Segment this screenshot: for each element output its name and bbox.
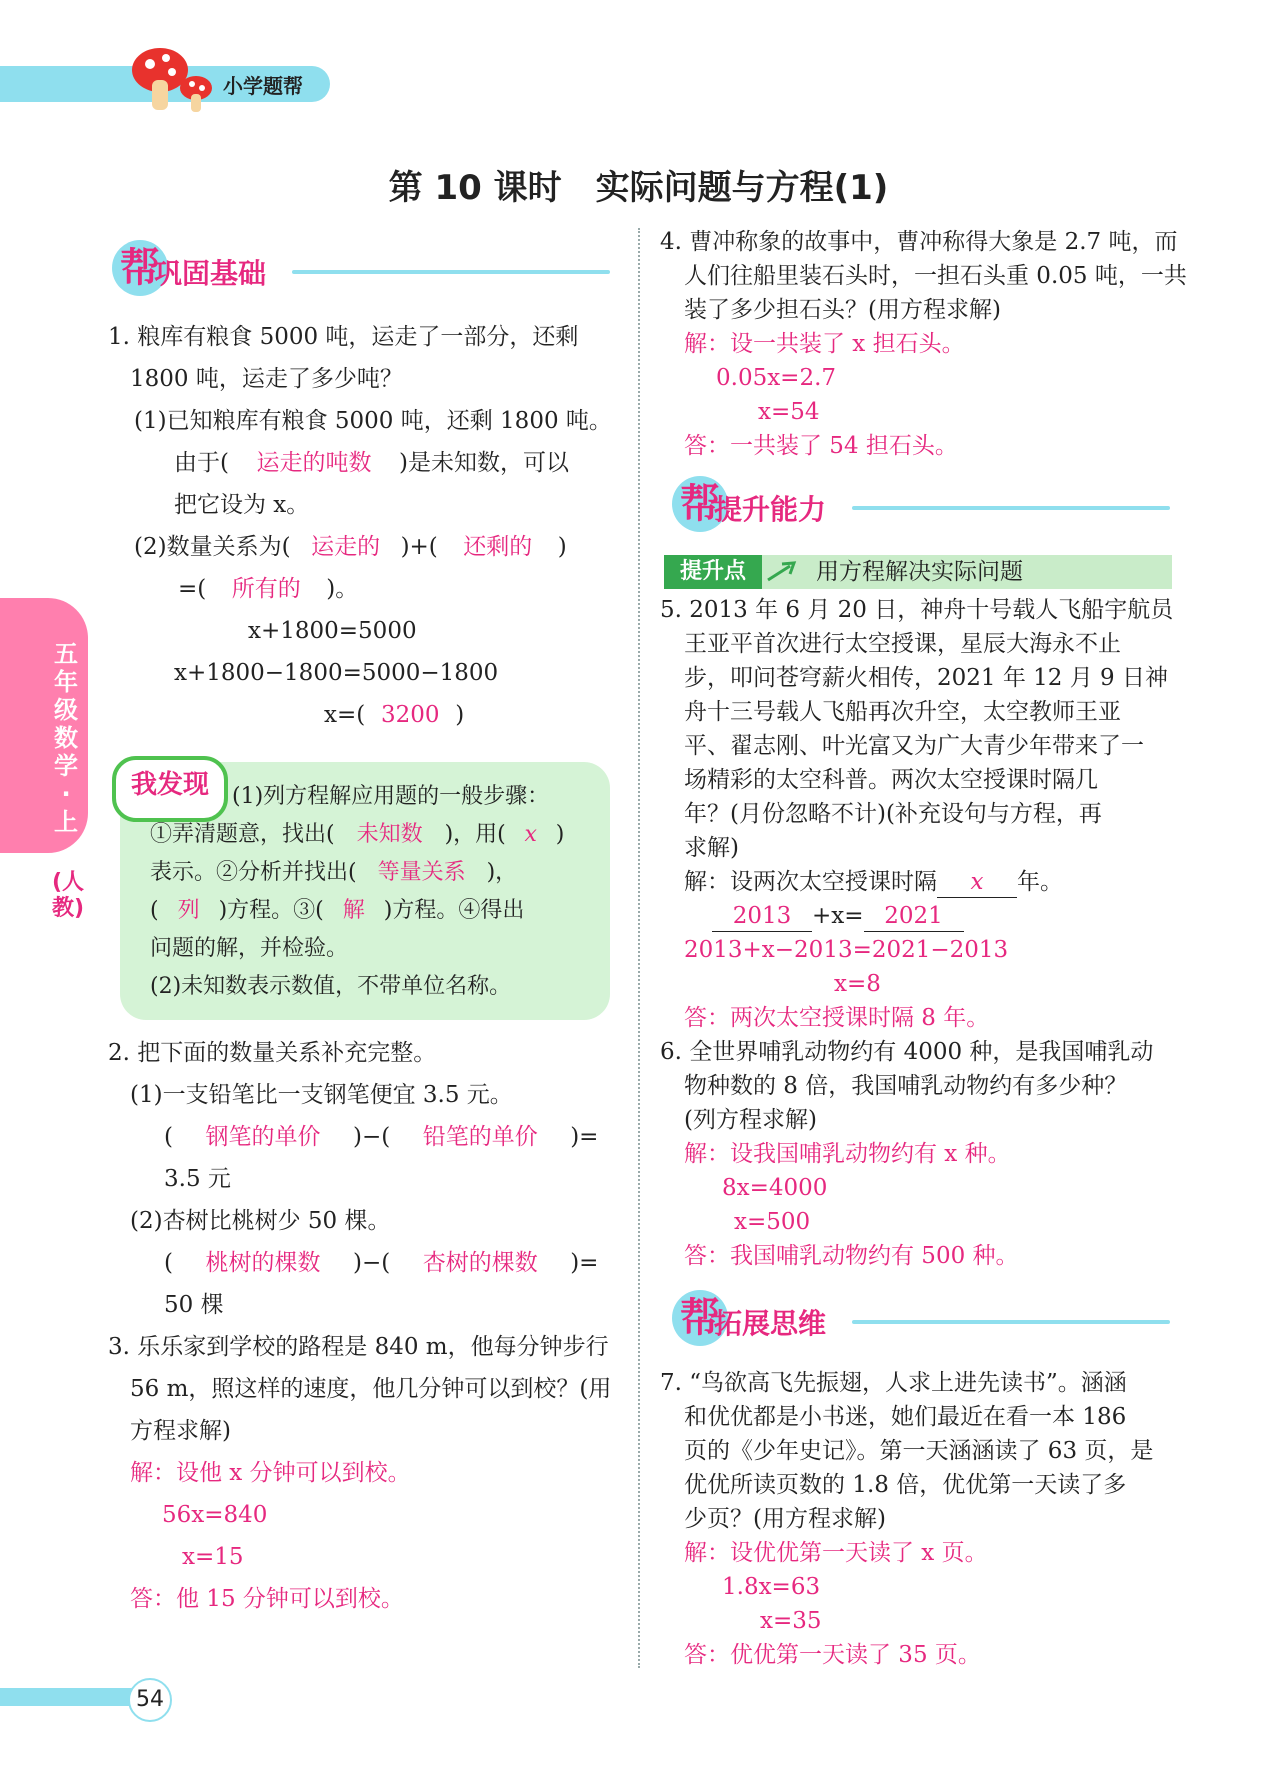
q4-answer: 答：一共装了 54 担石头。 [684, 433, 958, 459]
q1-part1-fill: 由于( 运走的吨数 )是未知数，可以 [174, 442, 569, 484]
q2-part1: (1)一支铅笔比一支钢笔便宜 3.5 元。 [130, 1082, 513, 1108]
q1-part2: (2)数量关系为( 运走的 )+( 还剩的 ) [134, 526, 567, 568]
discover-line: (2)未知数表示数值，不带单位名称。 [150, 974, 512, 999]
brand-label: 小学题帮 [223, 74, 303, 98]
q2-line: 2. 把下面的数量关系补充完整。 [108, 1040, 437, 1066]
section-line [852, 1320, 1170, 1324]
q6-line: 6. 全世界哺乳动物约有 4000 种，是我国哺乳动 [660, 1039, 1154, 1065]
answer-text: 2013 [712, 901, 812, 932]
section-badge: 帮 [672, 476, 728, 532]
equation: x+1800=5000 [248, 618, 417, 644]
answer-text: 解 [342, 898, 365, 923]
q2-part1-fill: ( 钢笔的单价 )−( 铅笔的单价 )= [164, 1116, 598, 1158]
q7-answer: 1.8x=63 [722, 1574, 821, 1600]
section-header-extend [672, 1290, 1172, 1350]
q5-line: 求解) [684, 835, 739, 861]
q7-line: 少页？(用方程求解) [684, 1506, 886, 1532]
section-title: 拓展思维 [714, 1307, 827, 1340]
answer-text: 还剩的 [463, 534, 533, 560]
q3-line: 方程求解) [130, 1418, 231, 1444]
answer-text: 未知数 [356, 822, 423, 847]
section-badge: 帮 [672, 1290, 728, 1346]
q6-line: (列方程求解) [684, 1107, 817, 1133]
q5-answer: x=8 [834, 971, 881, 997]
q1-line: 1800 吨，运走了多少吨？ [130, 366, 403, 392]
answer-text: 3200 [380, 702, 440, 728]
answer-text: 杏树的棵数 [422, 1250, 538, 1276]
q3-answer: 解：设他 x 分钟可以到校。 [130, 1460, 411, 1486]
q3-line: 56 m，照这样的速度，他几分钟可以到校？(用 [130, 1376, 612, 1402]
answer-text: 铅笔的单价 [422, 1124, 538, 1150]
q6-line: 物种数的 8 倍，我国哺乳动物约有多少种？ [684, 1073, 1128, 1099]
q5-line: 舟十三号载人飞船再次升空，太空教师王亚 [684, 699, 1121, 725]
section-header-basics [112, 240, 612, 300]
q5-answer: 答：两次太空授课时隔 8 年。 [684, 1005, 990, 1031]
discover-line: (1)列方程解应用题的一般步骤： [232, 784, 550, 809]
q4-line: 人们往船里装石头时，一担石头重 0.05 吨，一共 [684, 263, 1187, 289]
q5-answer: 2013+x−2013=2021−2013 [684, 937, 1009, 963]
q6-answer: 8x=4000 [722, 1175, 828, 1201]
column-divider [638, 228, 640, 1668]
q4-answer: x=54 [758, 399, 820, 425]
edition-label: (人教) [52, 870, 85, 921]
answer-text: x [937, 867, 1017, 898]
answer-text: 运走的 [311, 534, 381, 560]
q1-line: 1. 粮库有粮食 5000 吨，运走了一部分，还剩 [108, 324, 579, 350]
q5-equation: 2013 +x= 2021 [712, 899, 964, 933]
answer-text: 运走的吨数 [256, 450, 372, 476]
section-title: 提升能力 [714, 493, 827, 526]
q4-line: 4. 曹冲称象的故事中，曹冲称得大象是 2.7 吨，而 [660, 229, 1178, 255]
q1-part1: 把它设为 x。 [174, 492, 310, 518]
page-title: 第 10 课时 实际问题与方程(1) [388, 168, 889, 208]
q4-line: 装了多少担石头？(用方程求解) [684, 297, 1001, 323]
section-line [292, 270, 610, 274]
q1-part1: (1)已知粮库有粮食 5000 吨，还剩 1800 吨。 [134, 408, 612, 434]
q4-answer: 解：设一共装了 x 担石头。 [684, 331, 965, 357]
answer-text: 桃树的棵数 [205, 1250, 321, 1276]
q7-answer: 答：优优第一天读了 35 页。 [684, 1642, 981, 1668]
q7-line: 和优优都是小书迷，她们最近在看一本 186 [684, 1404, 1127, 1430]
q4-answer: 0.05x=2.7 [716, 365, 837, 391]
answer-text: 等量关系 [377, 860, 466, 885]
grade-label: 五年级数学·上 [54, 640, 78, 836]
q5-line: 5. 2013 年 6 月 20 日，神舟十号载人飞船宇航员 [660, 597, 1174, 623]
answer-text: 2021 [864, 901, 964, 932]
equation: x+1800−1800=5000−1800 [174, 660, 499, 686]
page-number: 54 [128, 1678, 172, 1722]
q5-line: 步，叩问苍穹薪火相传，2021 年 12 月 9 日神 [684, 665, 1168, 691]
q5-line: 年？(月份忽略不计)(补充设句与方程，再 [684, 801, 1102, 827]
q7-line: 7. “鸟欲高飞先振翅，人求上进先读书”。涵涵 [660, 1370, 1127, 1396]
q2-result: 50 棵 [164, 1292, 224, 1318]
key-point-tag: 提升点 [664, 555, 762, 589]
q5-line: 平、翟志刚、叶光富又为广大青少年带来了一 [684, 733, 1144, 759]
q2-part2: (2)杏树比桃树少 50 棵。 [130, 1208, 391, 1234]
footer-bar [0, 1688, 140, 1706]
section-badge: 帮 [112, 240, 168, 296]
mushroom-icon [130, 44, 216, 116]
q2-part2-fill: ( 桃树的棵数 )−( 杏树的棵数 )= [164, 1242, 598, 1284]
discover-badge: 我发现 [112, 756, 228, 822]
q6-answer: x=500 [734, 1209, 811, 1235]
q5-line: 王亚平首次进行太空授课，星辰大海永不止 [684, 631, 1121, 657]
answer-text: x [524, 822, 537, 847]
q1-part2-fill: =( 所有的 )。 [178, 568, 358, 610]
discover-line: 表示。②分析并找出( 等量关系 )， [150, 856, 517, 890]
equation: x=( 3200 ) [324, 694, 464, 736]
q6-answer: 解：设我国哺乳动物约有 x 种。 [684, 1141, 1011, 1167]
q3-answer: x=15 [182, 1544, 244, 1570]
section-header-improve [672, 476, 1172, 536]
q2-result: 3.5 元 [164, 1166, 231, 1192]
q7-answer: 解：设优优第一天读了 x 页。 [684, 1540, 988, 1566]
discover-line: 问题的解，并检验。 [150, 936, 349, 961]
answer-text: 钢笔的单价 [205, 1124, 321, 1150]
q3-answer: 答：他 15 分钟可以到校。 [130, 1586, 404, 1612]
q7-answer: x=35 [760, 1608, 822, 1634]
section-line [852, 506, 1170, 510]
q3-line: 3. 乐乐家到学校的路程是 840 m，他每分钟步行 [108, 1334, 609, 1360]
arrow-icon [766, 560, 800, 584]
discover-line: ( 列 )方程。③( 解 )方程。④得出 [150, 894, 524, 928]
q6-answer: 答：我国哺乳动物约有 500 种。 [684, 1243, 1019, 1269]
answer-text: 所有的 [231, 576, 301, 602]
section-title: 巩固基础 [154, 257, 267, 290]
answer-text: 列 [177, 898, 200, 923]
q7-line: 页的《少年史记》。第一天涵涵读了 63 页，是 [684, 1438, 1154, 1464]
q3-answer: 56x=840 [162, 1502, 268, 1528]
q5-setup: 解：设两次太空授课时隔 x 年。 [684, 865, 1063, 899]
discover-line: ①弄清题意，找出( 未知数 )，用( x ) [150, 818, 564, 852]
q5-line: 场精彩的太空科普。两次太空授课时隔几 [684, 767, 1098, 793]
q7-line: 优优所读页数的 1.8 倍，优优第一天读了多 [684, 1472, 1127, 1498]
key-point-text: 用方程解决实际问题 [816, 559, 1023, 585]
